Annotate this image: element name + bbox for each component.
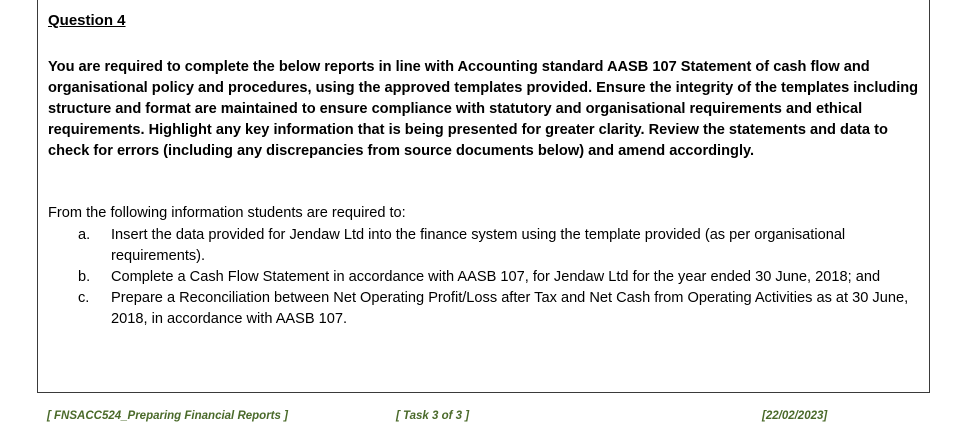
list-item-text: Insert the data provided for Jendaw Ltd into the finance system using the template provided (as per organisational requirements). <box>111 227 846 264</box>
question-instructions: You are required to complete the below reports in line with Accounting standard AASB 107 Statement of cash flow and organisational policy and procedures, using the approved templates provided. Ensure the integrity of the templates including structure and format are maintained to ensure compliance with statutory and organisational requirements and ethical requirements. Highlight any key information that is being presented for greater clarity. Review the statements and data to check for errors (including any discrepancies from source documents below) and amend accordingly. <box>48 59 919 159</box>
list-item-text: Prepare a Reconciliation between Net Operating Profit/Loss after Tax and Net Cash from Operating Activities as at 30 June, 2018, in accordance with AASB 107. <box>111 290 909 327</box>
question-title: Question 4 <box>48 12 126 29</box>
footer-task: [ Task 3 of 3 ] <box>396 410 470 422</box>
list-item <box>78 225 923 267</box>
footer-course: [ FNSACC524_Preparing Financial Reports ] <box>47 410 288 422</box>
footer-date: [22/02/2023] <box>762 410 828 422</box>
list-item <box>78 267 923 288</box>
requirements-lead: From the following information students are required to: <box>48 205 406 221</box>
list-item <box>78 288 923 330</box>
question-box <box>37 0 930 393</box>
list-marker: a. <box>78 227 91 243</box>
list-item-text: Complete a Cash Flow Statement in accordance with AASB 107, for Jendaw Ltd for the year ended 30 June, 2018; and <box>111 269 881 285</box>
list-marker: c. <box>78 290 90 306</box>
requirements-list <box>78 225 923 330</box>
list-marker: b. <box>78 269 91 285</box>
